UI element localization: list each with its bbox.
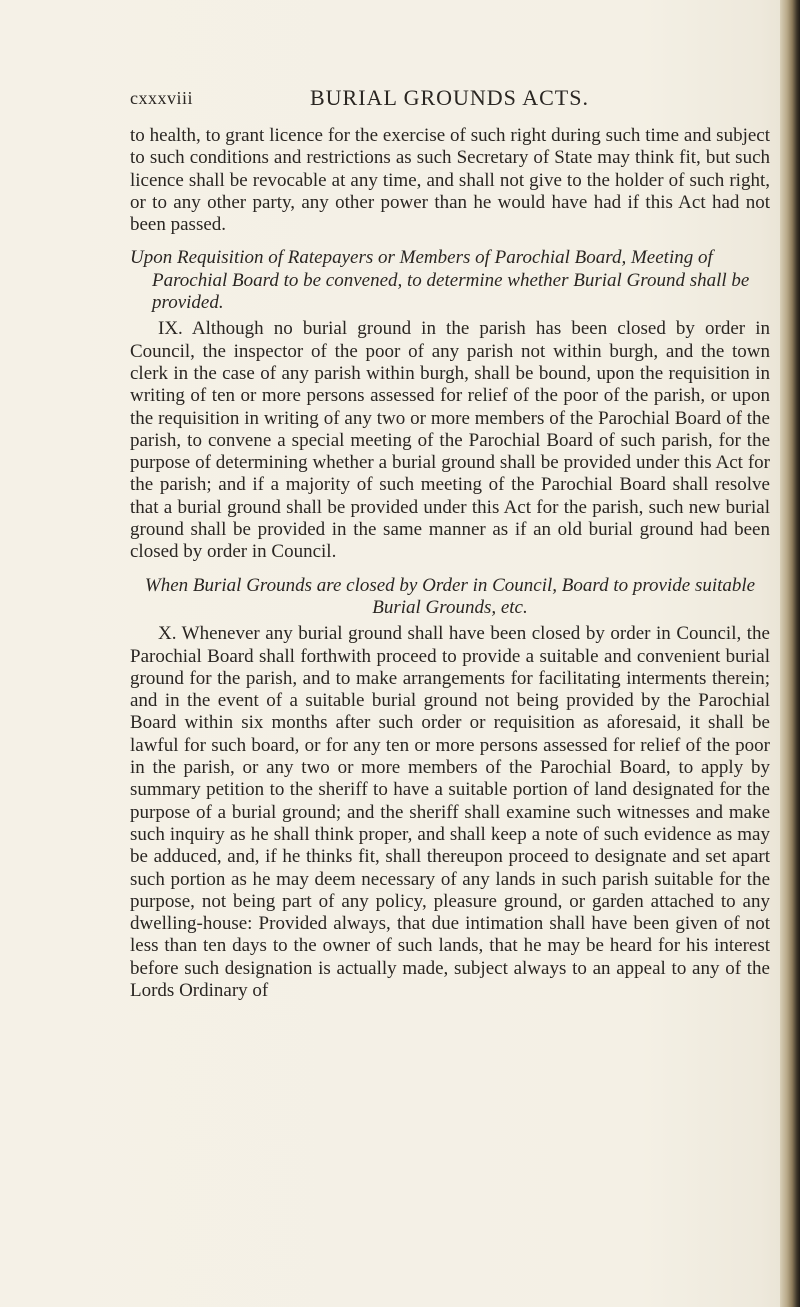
page-edge-shadow	[780, 0, 800, 1307]
section-ix-text: IX. Although no burial ground in the parish has been closed by order in Council, the inspector of the poor of any parish not within burgh, and the town clerk in the case of any parish within burgh, shall be bound, upon the requisition in writing of ten or more persons assessed for relief of the poor of the parish, or upon the requisition in writing of any two or more members of the Parochial Board of the parish, to convene a special meeting of the Parochial Board of such parish, for the purpose of determining whether a burial ground shall be provided under this Act for the parish; and if a majority of such meeting of the Parochial Board shall resolve that a burial ground shall be provided under this Act for the parish, such new burial ground shall be provided in the same manner as if an old burial ground had been closed by order in Council.	[130, 318, 770, 563]
section-x-text: X. Whenever any burial ground shall have been closed by order in Council, the Parochial Board shall forthwith proceed to provide a suitable and convenient burial ground for the parish, and to make arrangements for facilitating interments therein; and in the event of a suitable burial ground not being provided by the Parochial Board within six months after such order or requisition as aforesaid, it shall be lawful for such board, or for any ten or more persons assessed for relief of the poor in the parish, or any two or more members of the Parochial Board, to apply by summary petition to the sheriff to have a suitable portion of land designated for the purpose of a burial ground; and the sheriff shall examine such witnesses and make such inquiry as he shall think proper, and shall keep a note of such evidence as may be adduced, and, if he thinks fit, shall thereupon proceed to designate and set apart such portion as he may deem necessary of any lands in such parish suitable for the purpose, not being part of any policy, pleasure ground, or garden attached to any dwelling-house: Provided always, that due intimation shall have been given of not less than ten days to the owner of such lands, that he may be heard for his interest before such designation is actually made, subject always to an appeal to any of the Lords Ordinary of	[130, 623, 770, 1001]
paragraph-continued: to health, to grant licence for the exercise of such right during such time and subject to such conditions and restrictions as such Secretary of State may think fit, but such licence shall be revocable at any time, and shall not give to the holder of such right, or to any other party, any other power than he would have had if this Act had not been passed.	[130, 125, 770, 236]
page-header	[130, 85, 710, 118]
section-heading-ix: Upon Requisition of Ratepayers or Members of Parochial Board, Meeting of Parochial Board to be convened, to determine whether Burial Ground shall be provided.	[130, 247, 750, 314]
section-heading-x: When Burial Grounds are closed by Order in Council, Board to provide suitable Burial Grounds, etc.	[144, 574, 756, 618]
page-body	[130, 125, 770, 1002]
running-title: BURIAL GROUNDS ACTS.	[310, 85, 589, 110]
page-number: cxxxviii	[130, 88, 193, 108]
